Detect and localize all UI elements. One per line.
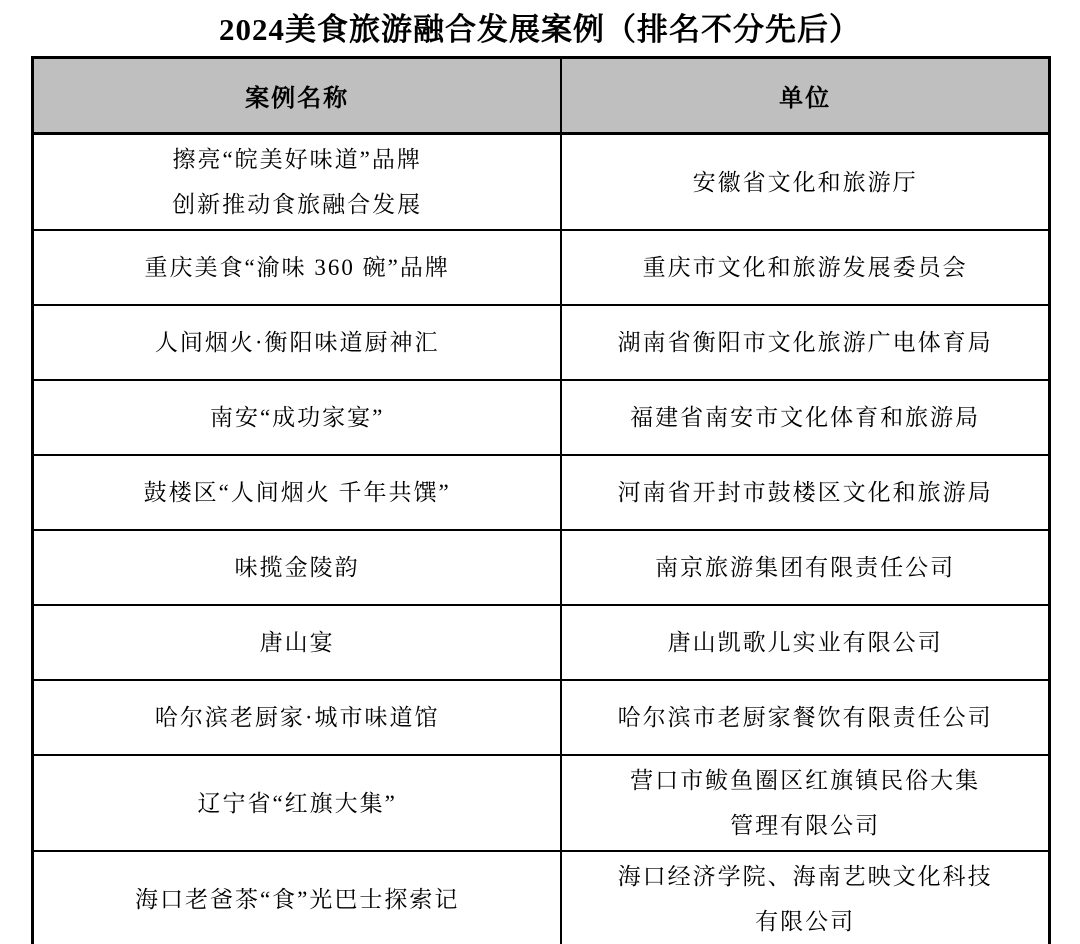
table-row xyxy=(33,851,1050,944)
page-title: 2024美食旅游融合发展案例（排名不分先后） xyxy=(219,12,861,47)
case-name-cell xyxy=(33,455,562,530)
unit-line: 有限公司 xyxy=(755,909,856,934)
unit-cell xyxy=(561,851,1049,944)
table-row xyxy=(33,455,1050,530)
header-case-name: 案例名称 xyxy=(33,58,562,134)
unit-cell xyxy=(561,230,1049,305)
case-name-cell xyxy=(33,380,562,455)
unit-cell xyxy=(561,680,1049,755)
case-name-line: 创新推动食旅融合发展 xyxy=(172,192,423,217)
table-row xyxy=(33,230,1050,305)
case-name-line: 鼓楼区“人间烟火 千年共馔” xyxy=(143,480,451,505)
unit-line: 海口经济学院、海南艺映文化科技 xyxy=(617,864,993,889)
unit-line: 河南省开封市鼓楼区文化和旅游局 xyxy=(617,480,993,505)
table-row xyxy=(33,755,1050,851)
header-unit: 单位 xyxy=(561,58,1049,134)
unit-line: 哈尔滨市老厨家餐饮有限责任公司 xyxy=(617,705,993,730)
header-row xyxy=(33,58,1050,134)
unit-line: 重庆市文化和旅游发展委员会 xyxy=(642,255,968,280)
case-name-line: 海口老爸茶“食”光巴士探索记 xyxy=(134,886,460,912)
case-name-line: 人间烟火·衡阳味道厨神汇 xyxy=(154,330,440,355)
unit-line: 湖南省衡阳市文化旅游广电体育局 xyxy=(617,330,993,355)
table-row xyxy=(33,530,1050,605)
case-name-line: 辽宁省“红旗大集” xyxy=(197,790,397,816)
case-name-line: 唐山宴 xyxy=(259,630,335,655)
unit-line: 南京旅游集团有限责任公司 xyxy=(655,555,956,580)
unit-cell xyxy=(561,380,1049,455)
table-row xyxy=(33,605,1050,680)
unit-line: 管理有限公司 xyxy=(730,813,881,838)
case-name-cell xyxy=(33,755,562,851)
award-table xyxy=(31,56,1051,944)
table-body xyxy=(33,134,1050,944)
case-name-cell xyxy=(33,680,562,755)
unit-cell xyxy=(561,605,1049,680)
unit-line: 营口市鲅鱼圈区红旗镇民俗大集 xyxy=(630,768,981,793)
unit-line: 福建省南安市文化体育和旅游局 xyxy=(630,405,981,430)
case-name-cell xyxy=(33,134,562,231)
case-name-cell xyxy=(33,605,562,680)
unit-line: 唐山凯歌儿实业有限公司 xyxy=(667,630,943,655)
unit-cell xyxy=(561,305,1049,380)
table-row xyxy=(33,680,1050,755)
case-name-line: 哈尔滨老厨家·城市味道馆 xyxy=(154,705,440,730)
unit-cell xyxy=(561,755,1049,851)
case-name-line: 南安“成功家宴” xyxy=(209,405,385,430)
table-row xyxy=(33,380,1050,455)
case-name-cell xyxy=(33,851,562,944)
unit-line: 安徽省文化和旅游厅 xyxy=(692,169,918,195)
case-name-cell xyxy=(33,530,562,605)
case-name-line: 味揽金陵韵 xyxy=(234,555,360,580)
unit-cell xyxy=(561,530,1049,605)
case-name-line: 擦亮“皖美好味道”品牌 xyxy=(172,147,422,172)
case-name-cell xyxy=(33,305,562,380)
unit-cell xyxy=(561,134,1049,231)
unit-cell xyxy=(561,455,1049,530)
table-row xyxy=(33,134,1050,231)
case-name-line: 重庆美食“渝味 360 碗”品牌 xyxy=(144,255,450,280)
table-row xyxy=(33,305,1050,380)
case-name-cell xyxy=(33,230,562,305)
